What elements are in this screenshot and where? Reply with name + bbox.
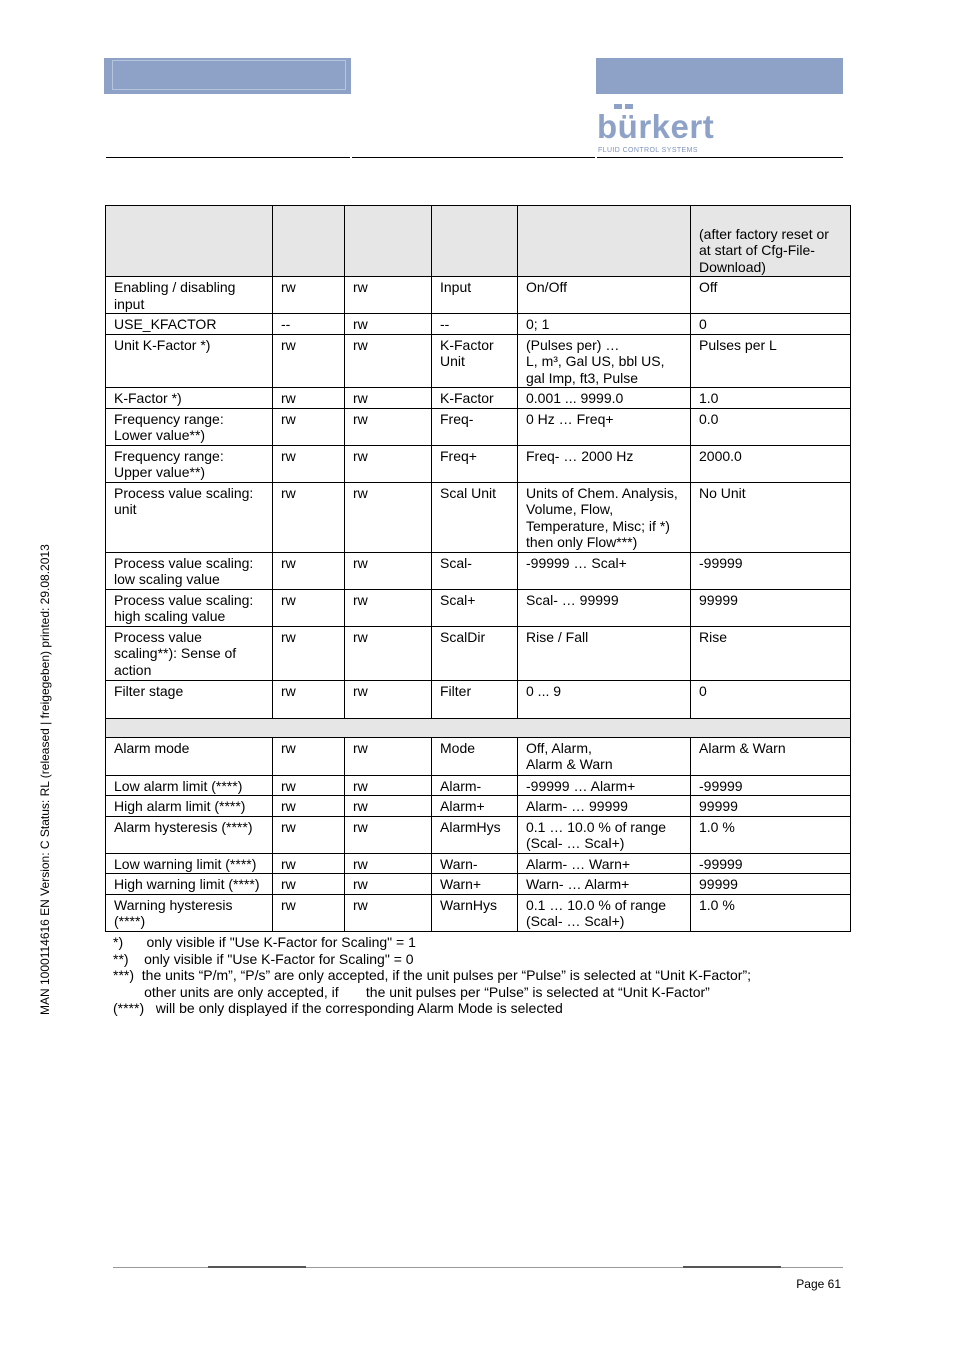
table-cell: rw [345,874,432,895]
table-cell: 0 [691,680,851,718]
logo-wordmark: bürkert [597,108,715,145]
header-rule-right [597,157,843,158]
table-cell: rw [345,796,432,817]
table-cell: Freq- [432,408,518,445]
table-cell: Rise / Fall [518,626,691,680]
table-cell: rw [273,408,345,445]
table-cell: rw [273,277,345,314]
footnote: other units are only accepted, if the unit pulses per “Pulse” is selected at “Unit K-Factor” [113,983,710,1000]
table-cell: (Pulses per) … L, m³, Gal US, bbl US, gal Imp, ft3, Pulse [518,334,691,388]
table-cell: rw [273,737,345,775]
table-cell: rw [345,334,432,388]
table-cell: rw [345,680,432,718]
table-cell: 0 Hz … Freq+ [518,408,691,445]
footnote: *) only visible if "Use K-Factor for Scaling" = 1 [113,934,416,950]
table-cell: rw [273,334,345,388]
table-cell: Off, Alarm, Alarm & Warn [518,737,691,775]
section-separator-cell [106,718,851,737]
table-cell: Rise [691,626,851,680]
burkert-logo [597,104,715,158]
table-cell: USE_KFACTOR [106,314,273,335]
table-cell: rw [345,552,432,589]
table-cell: rw [273,796,345,817]
table-row [106,894,851,931]
table-row [106,552,851,589]
table-cell: Alarm- [432,775,518,796]
table-cell: 0.0 [691,408,851,445]
table-cell: rw [273,874,345,895]
table-row [106,775,851,796]
table-cell: 99999 [691,589,851,626]
table-row [106,388,851,409]
table-cell: Alarm & Warn [691,737,851,775]
table-cell: rw [273,445,345,482]
table-cell: Units of Chem. Analysis, Volume, Flow, Temperature, Misc; if *) then only Flow***) [518,482,691,552]
section-separator-row [106,718,851,737]
table-cell: Scal+ [432,589,518,626]
table-row [106,334,851,388]
table-cell: Frequency range: Lower value**) [106,408,273,445]
table-cell: rw [273,894,345,931]
table-cell: -- [273,314,345,335]
table-cell: rw [345,894,432,931]
page-number: Page 61 [796,1277,841,1291]
table-cell: rw [345,775,432,796]
table-cell: Process value scaling: low scaling value [106,552,273,589]
table-cell: Warn- … Alarm+ [518,874,691,895]
table-cell: 0.1 … 10.0 % of range (Scal- … Scal+) [518,816,691,853]
table-cell: -99999 [691,552,851,589]
parameter-table [105,205,851,932]
table-cell: rw [273,388,345,409]
table-cell: rw [345,408,432,445]
table-cell: Alarm- … Warn+ [518,853,691,874]
table-row [106,445,851,482]
header-bar-left [104,58,351,94]
table-cell: Low warning limit (****) [106,853,273,874]
table-header-row [106,206,851,277]
table-cell: rw [345,388,432,409]
table-row [106,853,851,874]
table-cell: Alarm hysteresis (****) [106,816,273,853]
table-row [106,589,851,626]
table-cell: -- [432,314,518,335]
table-cell: Scal- … 99999 [518,589,691,626]
table-cell: Alarm mode [106,737,273,775]
table-cell: K-Factor [432,388,518,409]
table-cell: 0.001 ... 9999.0 [518,388,691,409]
table-row [106,737,851,775]
table-cell: Filter [432,680,518,718]
table-cell: High alarm limit (****) [106,796,273,817]
document-id-vertical: MAN 1000114616 EN Version: C Status: RL (released | freigegeben) printed: 29.08.2013 [38,544,52,1015]
table-cell: 0 ... 9 [518,680,691,718]
table-cell: Frequency range: Upper value**) [106,445,273,482]
table-cell: rw [273,680,345,718]
table-cell: -99999 … Alarm+ [518,775,691,796]
header-bar-right [596,58,843,94]
table-cell: -99999 [691,775,851,796]
header-rule-left [106,157,350,158]
header-cell-default-value: (after factory reset or at start of Cfg-File-Download) [691,206,851,277]
table-cell: rw [273,853,345,874]
footnote: **) only visible if "Use K-Factor for Scaling" = 0 [113,950,414,967]
table-cell: Process value scaling: unit [106,482,273,552]
table-cell: 1.0 % [691,894,851,931]
table-cell: rw [345,277,432,314]
table-cell: Pulses per L [691,334,851,388]
table-cell: rw [345,589,432,626]
table-cell: High warning limit (****) [106,874,273,895]
table-cell: rw [273,589,345,626]
table-cell: Freq+ [432,445,518,482]
table-cell: 2000.0 [691,445,851,482]
table-cell: AlarmHys [432,816,518,853]
table-cell: Alarm+ [432,796,518,817]
table-row [106,314,851,335]
table-cell: Filter stage [106,680,273,718]
table-row [106,816,851,853]
table-cell: Enabling / disabling input [106,277,273,314]
table-row [106,874,851,895]
table-cell: rw [345,445,432,482]
footer-rule-accent [683,1266,781,1268]
footnote: ***) the units “P/m”, “P/s” are only accepted, if the unit pulses per “Pulse” is selected at “Unit K-Factor”; [113,967,752,983]
table-cell: rw [345,853,432,874]
table-row [106,626,851,680]
table-cell: rw [345,314,432,335]
table-cell: rw [345,626,432,680]
table-cell: Scal- [432,552,518,589]
table-cell: Mode [432,737,518,775]
table-cell: Process value scaling: high scaling value [106,589,273,626]
table-cell: rw [273,626,345,680]
table-cell: ScalDir [432,626,518,680]
table-cell: rw [345,482,432,552]
table-cell: Warning hysteresis (****) [106,894,273,931]
header-cell [345,206,432,277]
table-cell: Off [691,277,851,314]
header-rule-middle [352,157,595,158]
table-cell: Input [432,277,518,314]
table-cell: Freq- … 2000 Hz [518,445,691,482]
header-cell [518,206,691,277]
logo-subtitle: FLUID CONTROL SYSTEMS [598,147,698,154]
table-cell: 99999 [691,874,851,895]
table-cell: K-Factor Unit [432,334,518,388]
table-cell: 0; 1 [518,314,691,335]
table-row [106,277,851,314]
table-cell: -99999 … Scal+ [518,552,691,589]
footer-rule-accent [208,1266,306,1268]
table-cell: Low alarm limit (****) [106,775,273,796]
table-cell: Warn+ [432,874,518,895]
table-cell: Process value scaling**): Sense of action [106,626,273,680]
table-cell: 0 [691,314,851,335]
table-cell: WarnHys [432,894,518,931]
table-cell: rw [345,737,432,775]
table-cell: 1.0 % [691,816,851,853]
table-cell: rw [273,775,345,796]
table-cell: On/Off [518,277,691,314]
table-row [106,680,851,718]
footnote: (****) will be only displayed if the corresponding Alarm Mode is selected [113,1000,563,1016]
table-cell: Unit K-Factor *) [106,334,273,388]
table-cell: -99999 [691,853,851,874]
header-cell [273,206,345,277]
table-row [106,796,851,817]
table-cell: rw [273,816,345,853]
table-cell: 0.1 … 10.0 % of range (Scal- … Scal+) [518,894,691,931]
table-cell: 99999 [691,796,851,817]
header-cell [106,206,273,277]
table-cell: rw [345,816,432,853]
table-cell: Scal Unit [432,482,518,552]
table-cell: Alarm- … 99999 [518,796,691,817]
table-row [106,482,851,552]
footnotes [113,934,833,1017]
table-cell: Warn- [432,853,518,874]
header-cell [432,206,518,277]
table-cell: rw [273,482,345,552]
table-cell: K-Factor *) [106,388,273,409]
table-cell: 1.0 [691,388,851,409]
table-cell: rw [273,552,345,589]
table-cell: No Unit [691,482,851,552]
table-row [106,408,851,445]
